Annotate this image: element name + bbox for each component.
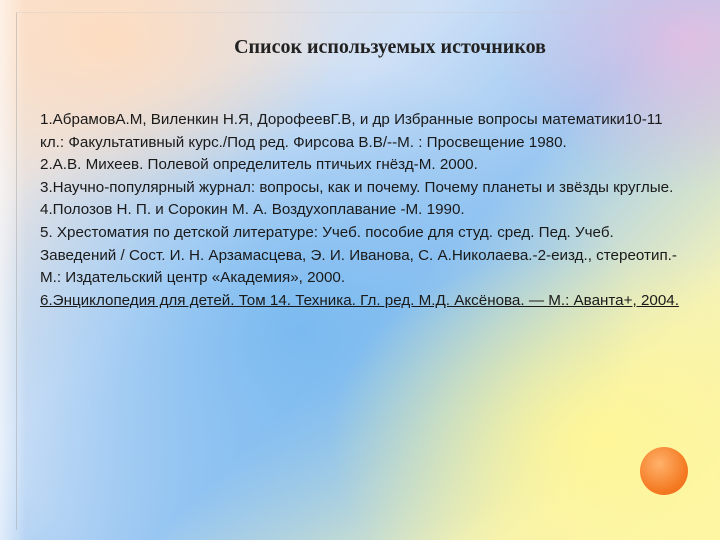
reference-item: 4.Полозов Н. П. и Сорокин М. А. Воздухоплавание -М. 1990. bbox=[40, 201, 465, 219]
reference-item-link[interactable]: 6.Энциклопедия для детей. Том 14. Техника. Гл. ред. М.Д. Аксёнова. — М.: Аванта+, 2004. bbox=[40, 291, 679, 309]
reference-item: 3.Научно-популярный журнал: вопросы, как и почему. Почему планеты и звёзды круглые. bbox=[40, 178, 674, 196]
reference-list bbox=[40, 109, 680, 312]
reference-item: 2.А.В. Михеев. Полевой определитель птичьих гнёзд-М. 2000. bbox=[40, 156, 478, 174]
slide-title: Список используемых источников bbox=[234, 36, 546, 58]
reference-item: 1.АбрамовА.М, Виленкин Н.Я, ДорофеевГ.В, и др Избранные вопросы математики10-11 кл.: Факультативный курс./Под ред. Фирсова В.В/--М. : Просвещение 1980. bbox=[40, 111, 663, 151]
reference-item: 5. Хрестоматия по детской литературе: Учеб. пособие для студ. сред. Пед. Учеб. Заведений / Сост. И. Н. Арзамасцева, Э. И. Иванова, С. А.Николаева.-2-еизд., стереотип.- М.: Издательский центр «Академия», 2000. bbox=[40, 223, 677, 287]
orange-circle-decoration bbox=[640, 447, 688, 495]
